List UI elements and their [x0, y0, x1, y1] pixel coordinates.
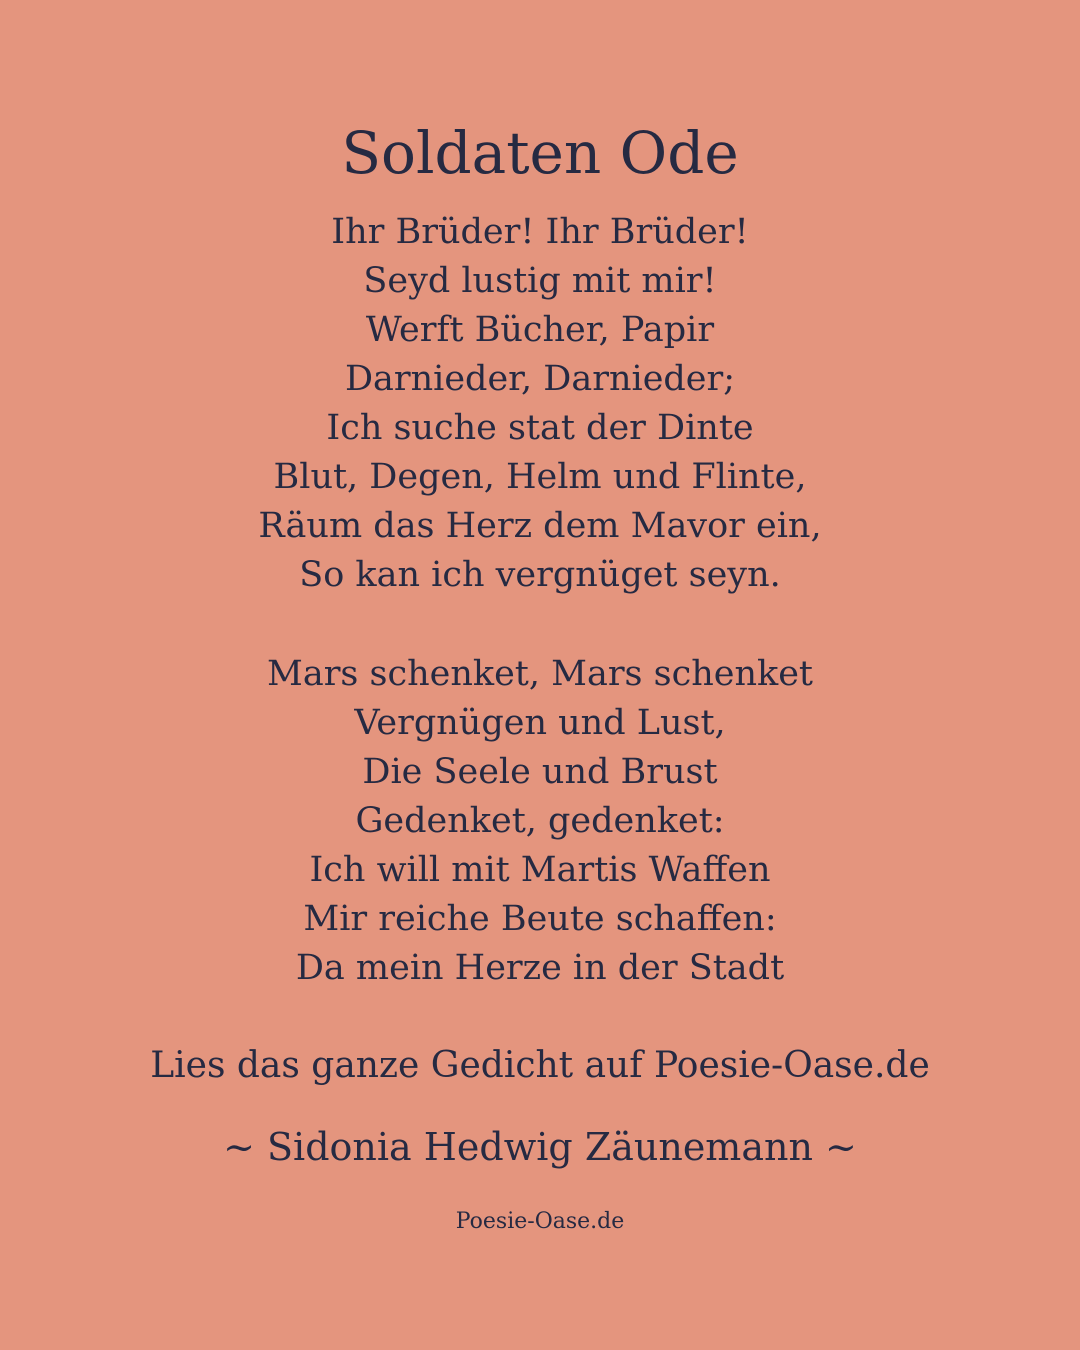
poem-line: Ich suche stat der Dinte — [326, 408, 754, 448]
stanza-2 — [0, 650, 1080, 993]
poem-line: Darnieder, Darnieder; — [344, 359, 736, 399]
poem-line: Ich will mit Martis Waffen — [309, 850, 771, 890]
poem-line: So kan ich vergnüget seyn. — [299, 555, 781, 595]
poem-line: Ihr Brüder! Ihr Brüder! — [331, 212, 749, 252]
poem-line: Mir reiche Beute schaffen: — [303, 899, 777, 939]
poem-line: Werft Bücher, Papir — [365, 310, 715, 350]
poem-line: Mars schenket, Mars schenket — [267, 654, 813, 694]
poem-line: Da mein Herze in der Stadt — [295, 948, 785, 988]
stanza-1 — [0, 208, 1080, 600]
poem-line: Die Seele und Brust — [362, 752, 718, 792]
read-full-poem-text: Lies das ganze Gedicht auf Poesie-Oase.de — [150, 1045, 930, 1086]
site-watermark: Poesie-Oase.de — [455, 1209, 625, 1234]
poem-line: Gedenket, gedenket: — [355, 801, 725, 841]
author-name: ~ Sidonia Hedwig Zäunemann ~ — [223, 1125, 857, 1169]
poem-line: Seyd lustig mit mir! — [363, 261, 717, 301]
poem-title: Soldaten Ode — [341, 119, 739, 187]
poem-line: Räum das Herz dem Mavor ein, — [258, 506, 822, 546]
poem-line: Blut, Degen, Helm und Flinte, — [273, 457, 807, 497]
poem-line: Vergnügen und Lust, — [354, 703, 726, 743]
